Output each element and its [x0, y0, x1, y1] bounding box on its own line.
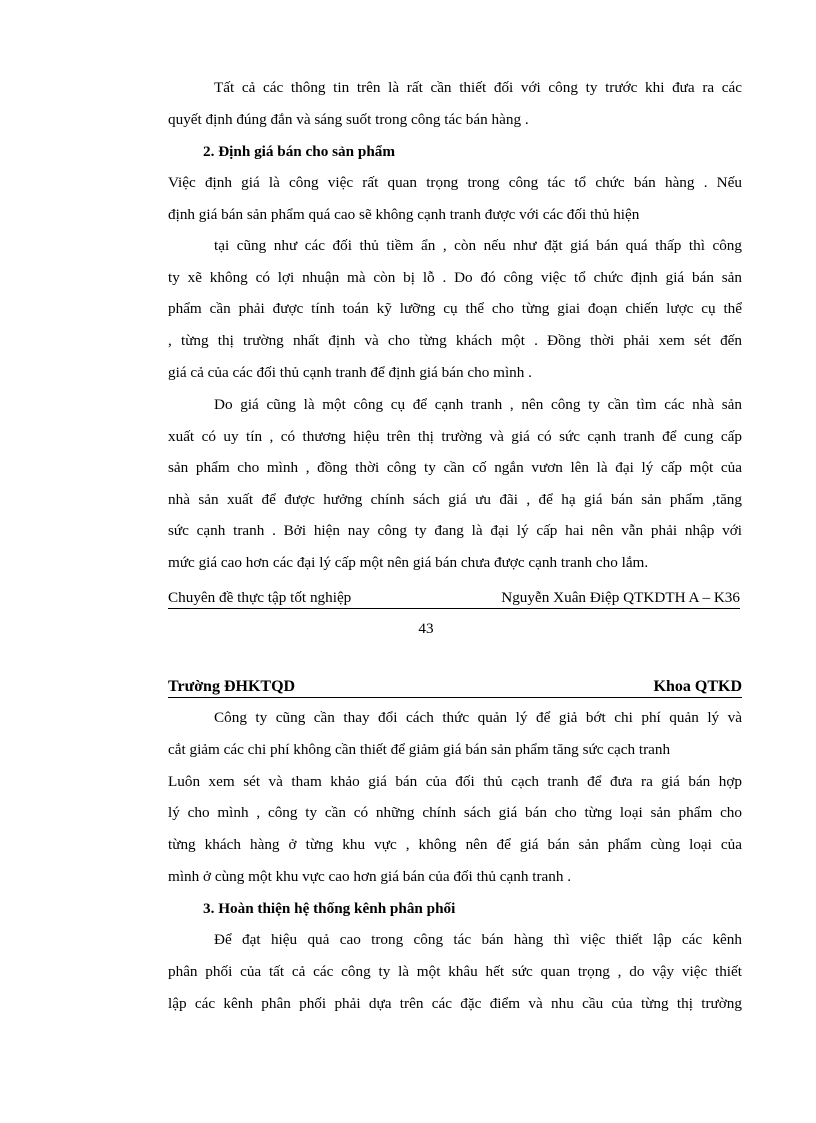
paragraph-line: Để đạt hiệu quả cao trong công tác bán hàng thì việc thiết lập các kênh [214, 931, 742, 948]
page-header [168, 677, 742, 698]
paragraph-line: Công ty cũng cần thay đổi cách thức quản lý để giả bớt chi phí quản lý và [214, 709, 742, 726]
paragraph-line: nhà sản xuất để được hưởng chính sách giá ưu đãi , để hạ giá bán sản phẩm ,tăng [168, 491, 742, 508]
paragraph-line: phân phối của tất cả các công ty là một khâu hết sức quan trọng , do vậy việc thiết [168, 963, 742, 980]
footer-author: Nguyễn Xuân Điệp QTKDTH A – K36 [501, 589, 740, 606]
paragraph-line: , từng thị trường nhất định và cho từng khách một . Đồng thời phải xem sét đến [168, 332, 742, 349]
page-number: 43 [418, 620, 434, 637]
page-footer [168, 588, 740, 609]
footer-thesis-title: Chuyên đề thực tập tốt nghiệp [168, 589, 352, 606]
paragraph-line: tại cũng như các đối thủ tiềm ẩn , còn nếu như đặt giá bán quá thấp thì công [214, 237, 742, 254]
header-faculty: Khoa QTKD [653, 678, 742, 695]
paragraph-line: từng khách hàng ở từng khu vực , không nên để giá bán sản phẩm cùng loại của [168, 836, 742, 853]
paragraph-line: Do giá cũng là một công cụ để cạnh tranh , nên công ty cần tìm các nhà sản [214, 396, 742, 413]
paragraph-line: giá cả của các đối thủ cạnh tranh để định giá bán cho mình . [168, 364, 532, 381]
paragraph-line: phẩm cần phải được tính toán kỹ lưỡng cụ thể cho từng giai đoạn chiến lược cụ thể [168, 300, 742, 317]
paragraph-line: lý cho mình , công ty cần có những chính sách giá bán cho từng loại sản phẩm cho [168, 804, 742, 821]
paragraph-line: lập các kênh phân phối phải dựa trên các đặc điểm và nhu cầu của từng thị trường [168, 995, 742, 1012]
paragraph-line: mình ở cùng một khu vực cao hơn giá bán của đối thủ cạnh tranh . [168, 868, 572, 885]
paragraph-line: xuất có uy tín , có thương hiệu trên thị trường và giá có sức cạnh tranh để cung cấp [168, 428, 742, 445]
paragraph-line: quyết định đúng đắn và sáng suốt trong công tác bán hàng . [168, 111, 529, 128]
paragraph-line: sức cạnh tranh . Bởi hiện nay công ty đang là đại lý cấp hai nên vẫn phải nhập với [168, 522, 742, 539]
section-heading-pricing: 2. Định giá bán cho sản phẩm [203, 143, 396, 160]
section-heading-distribution: 3. Hoàn thiện hệ thống kênh phân phối [203, 900, 456, 917]
paragraph-line: ty xẽ không có lợi nhuận mà còn bị lỗ . Do đó công việc tổ chức định giá bán sản [168, 269, 742, 286]
paragraph-line: sản phẩm cho mình , đồng thời công ty cần cố ngắn vươn lên là đại lý cấp một của [168, 459, 742, 476]
paragraph-line: Việc định giá là công việc rất quan trọng trong công tác tổ chức bán hàng . Nếu [168, 174, 742, 191]
paragraph-line: mức giá cao hơn các đại lý cấp một nên giá bán chưa được cạnh tranh cho lắm. [168, 554, 649, 571]
paragraph-line: Luôn xem sét và tham khảo giá bán của đối thủ cạch tranh để đưa ra giá bán hợp [168, 773, 742, 790]
paragraph-line: Tất cả các thông tin trên là rất cần thiết đối với công ty trước khi đưa ra các [214, 79, 742, 96]
header-university: Trường ĐHKTQD [168, 678, 296, 695]
paragraph-line: định giá bán sản phẩm quá cao sẽ không cạnh tranh được với các đối thủ hiện [168, 206, 640, 223]
paragraph-line: cắt giảm các chi phí không cần thiết để giảm giá bán sản phẩm tăng sức cạch tranh [168, 741, 671, 758]
